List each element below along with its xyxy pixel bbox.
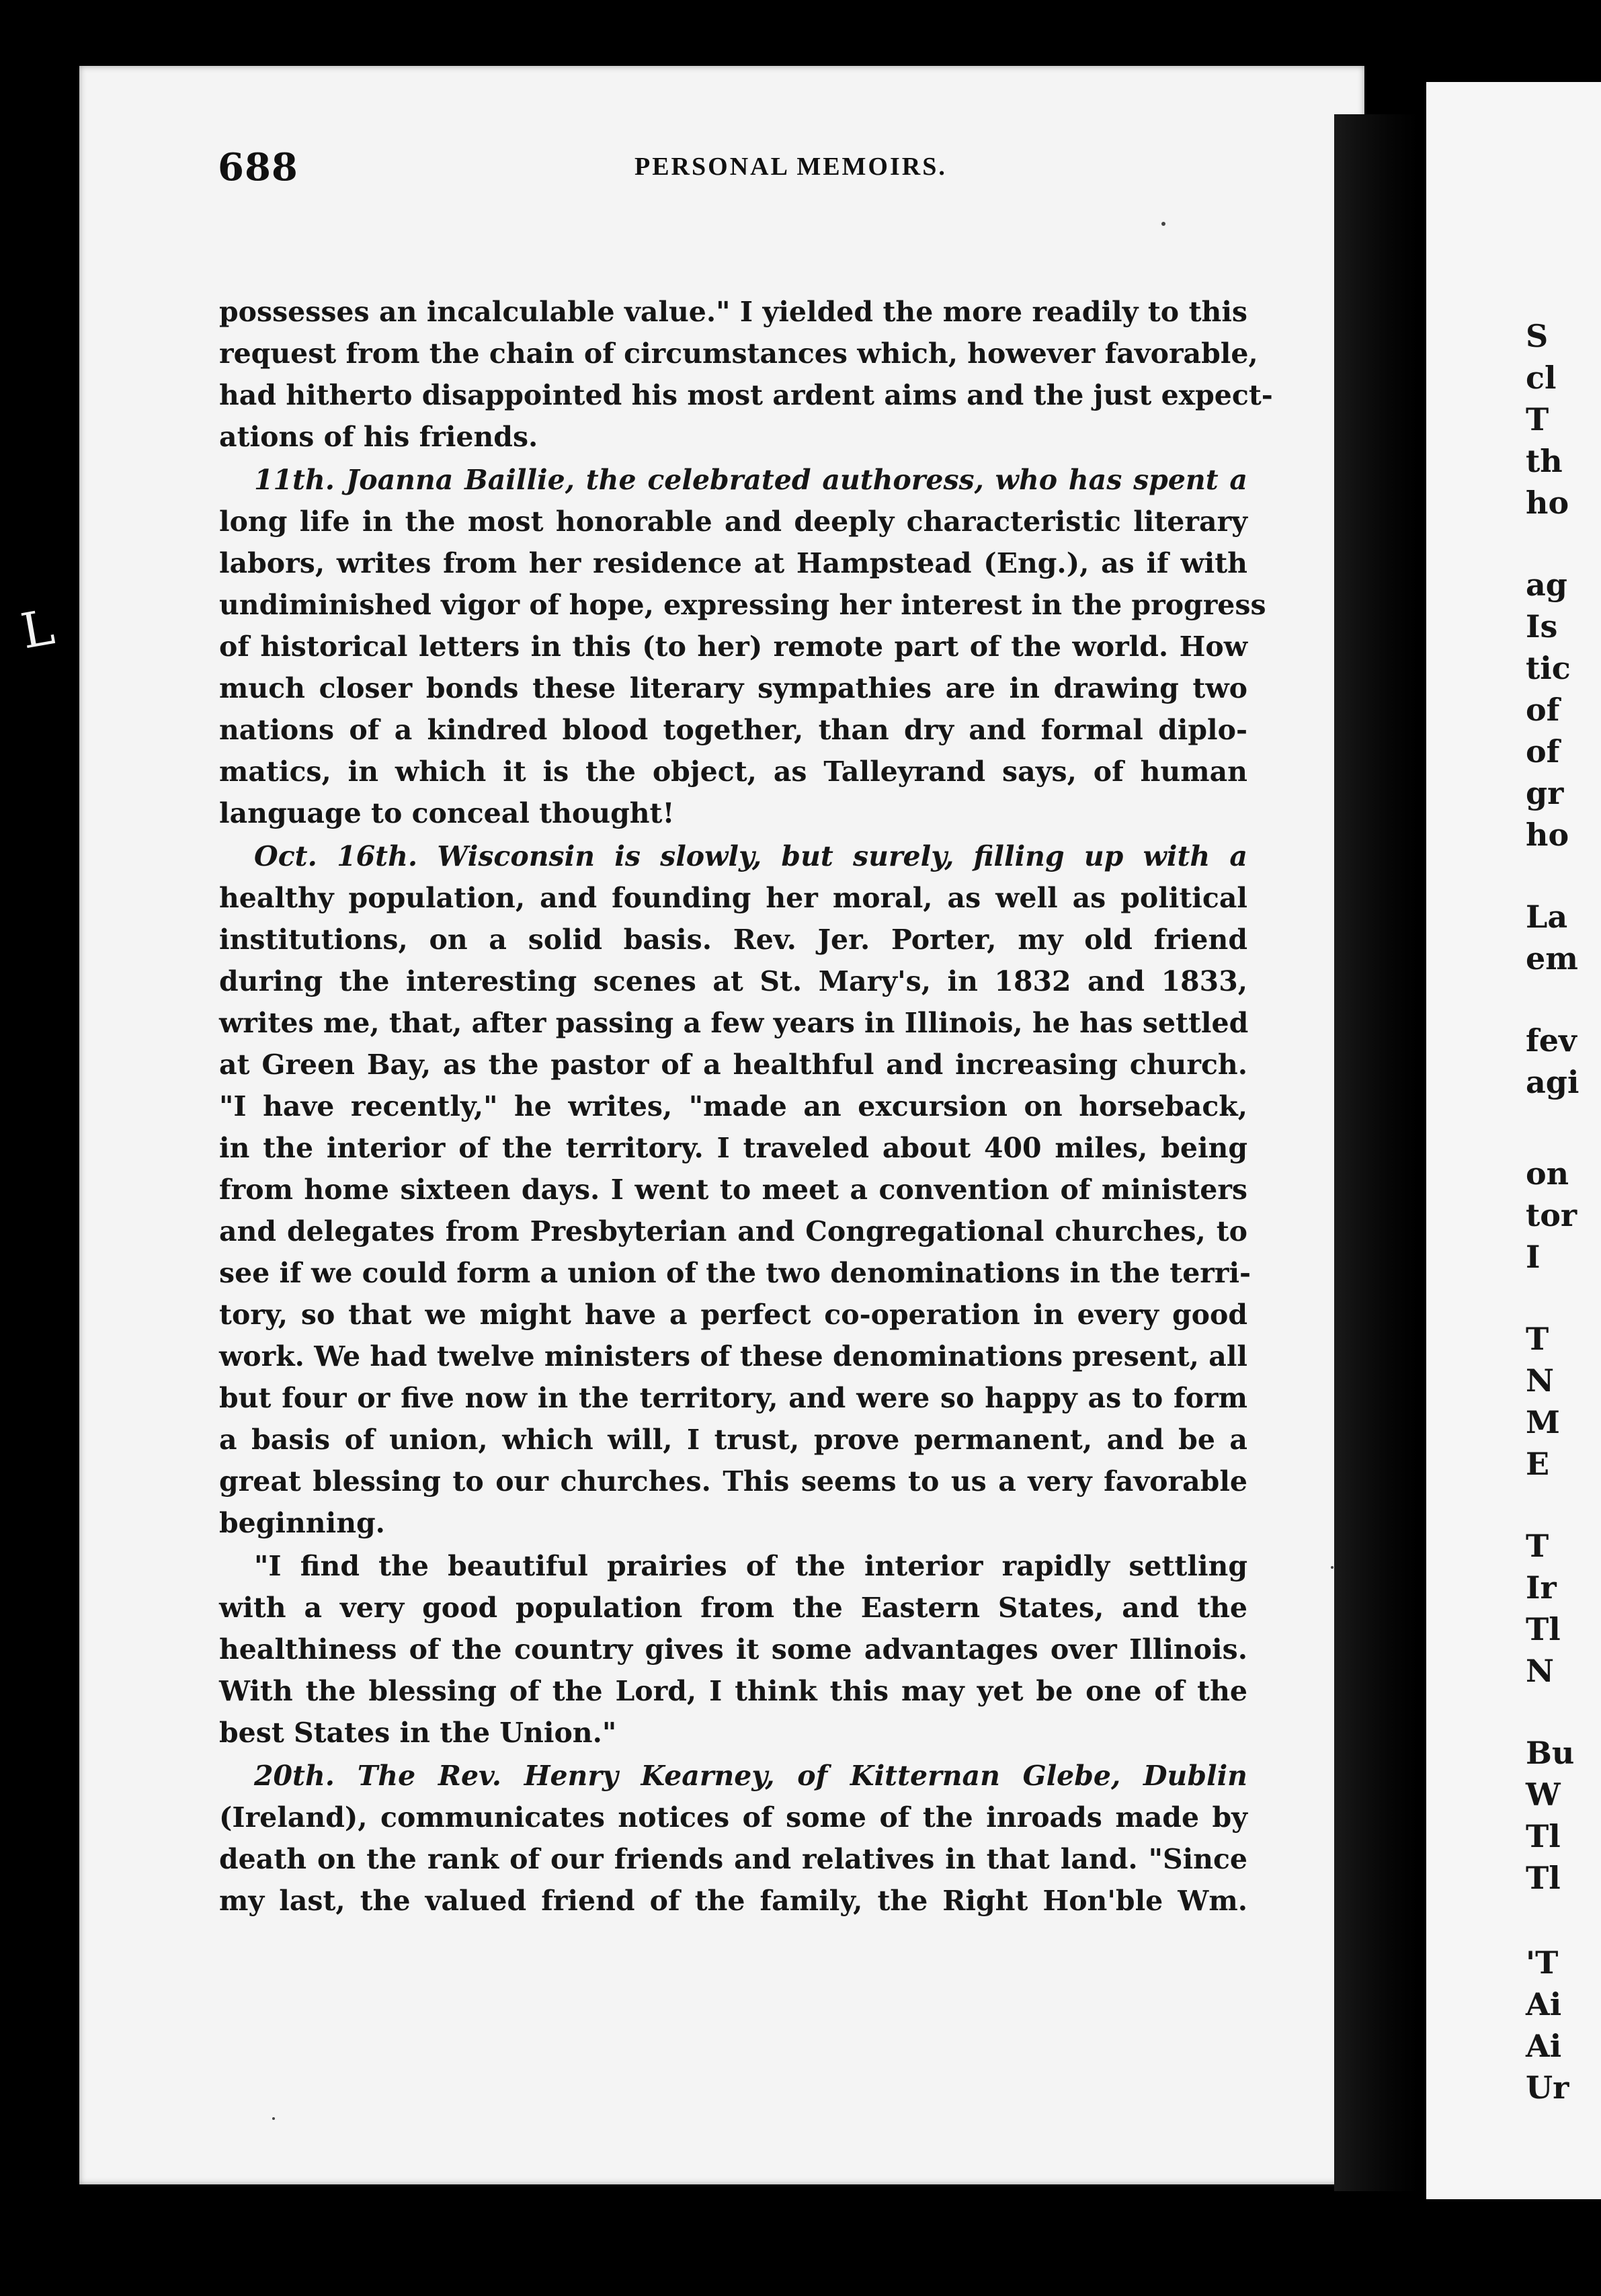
- right-page-fragment: Tl: [1526, 1611, 1561, 1647]
- right-page-fragment: M: [1526, 1404, 1560, 1440]
- right-page-fragment: tic: [1526, 650, 1571, 686]
- right-page-fragment: ho: [1526, 485, 1569, 521]
- text-line: ations of his friends.: [219, 421, 538, 453]
- text-line: labors, writes from her residence at Hampstead (Eng.), as if with: [219, 547, 1247, 579]
- right-page-fragment: Tl: [1526, 1860, 1561, 1896]
- right-page-fragment: W: [1526, 1776, 1561, 1813]
- text-line: see if we could form a union of the two denominations in the terri-: [219, 1257, 1251, 1289]
- right-page-fragment: T: [1526, 1321, 1549, 1357]
- text-line: a basis of union, which will, I trust, prove permanent, and be a: [219, 1424, 1247, 1456]
- text-line: great blessing to our churches. This seems to us a very favorable: [219, 1465, 1247, 1498]
- right-page-fragment: Tl: [1526, 1818, 1561, 1854]
- text-line: during the interesting scenes at St. Mary's, in 1832 and 1833,: [219, 965, 1247, 997]
- right-page-fragment: gr: [1526, 775, 1564, 811]
- text-line: institutions, on a solid basis. Rev. Jer. Porter, my old friend: [219, 924, 1247, 956]
- right-page-fragment: S: [1526, 318, 1549, 354]
- right-page-fragment: ag: [1526, 567, 1567, 603]
- right-page-fragment: of: [1526, 733, 1560, 770]
- right-page-fragment: tor: [1526, 1197, 1577, 1233]
- right-page-fragment: 'T: [1526, 1944, 1559, 1981]
- text-line: beginning.: [219, 1507, 385, 1539]
- text-line: with a very good population from the Eastern States, and the: [219, 1592, 1247, 1624]
- text-line: of historical letters in this (to her) remote part of the world. How: [219, 630, 1247, 663]
- right-page-fragment: Ai: [1526, 2028, 1562, 2064]
- right-page-fragment: cl: [1526, 360, 1557, 396]
- right-page-fragment: agi: [1526, 1064, 1579, 1100]
- text-line: "I have recently," he writes, "made an excursion on horseback,: [219, 1090, 1247, 1122]
- text-line: best States in the Union.": [219, 1717, 617, 1749]
- text-line: work. We had twelve ministers of these denominations present, all: [219, 1340, 1247, 1372]
- page-header: [218, 145, 1260, 204]
- page-number: 688: [218, 145, 298, 190]
- left-margin-mark: L: [17, 598, 58, 660]
- text-line: had hitherto disappointed his most ardent aims and the just expect-: [219, 379, 1273, 411]
- right-page-fragment: La: [1526, 899, 1568, 935]
- right-page-fragment: on: [1526, 1155, 1569, 1192]
- text-line: nations of a kindred blood together, than dry and formal diplo-: [219, 714, 1247, 746]
- text-line: (Ireland), communicates notices of some of the inroads made by: [219, 1801, 1247, 1834]
- speck-mark: [1331, 1566, 1333, 1569]
- text-line: death on the rank of our friends and relatives in that land. "Since: [219, 1843, 1247, 1875]
- right-page-fragment: Bu: [1526, 1735, 1575, 1771]
- text-line: healthiness of the country gives it some advantages over Illinois.: [219, 1633, 1247, 1666]
- right-page-fragment: Is: [1526, 608, 1558, 645]
- speck-mark: [1161, 222, 1165, 226]
- text-line: long life in the most honorable and deeply characteristic literary: [219, 505, 1247, 538]
- running-head: PERSONAL MEMOIRS.: [634, 153, 947, 181]
- right-page-fragment: N: [1526, 1653, 1555, 1689]
- text-line: much closer bonds these literary sympathies are in drawing two: [219, 672, 1247, 704]
- text-line: from home sixteen days. I went to meet a convention of ministers: [219, 1174, 1247, 1206]
- right-page-fragment: Ai: [1526, 1986, 1562, 2022]
- text-line: Oct. 16th. Wisconsin is slowly, but surely, filling up with a: [254, 840, 1247, 872]
- text-line: With the blessing of the Lord, I think this may yet be one of the: [219, 1675, 1247, 1707]
- right-page-fragment: Ir: [1526, 1569, 1557, 1606]
- text-line: language to conceal thought!: [219, 797, 675, 829]
- text-line: "I find the beautiful prairies of the interior rapidly settling: [254, 1550, 1247, 1582]
- right-page-fragment: T: [1526, 401, 1549, 438]
- right-page-fragment: of: [1526, 692, 1560, 728]
- speck-mark: [272, 2117, 275, 2120]
- text-line: and delegates from Presbyterian and Congregational churches, to: [219, 1215, 1247, 1247]
- text-line: in the interior of the territory. I traveled about 400 miles, being: [219, 1132, 1247, 1164]
- text-line: 11th. Joanna Baillie, the celebrated authoress, who has spent a: [254, 464, 1247, 496]
- text-line: possesses an incalculable value." I yielded the more readily to this: [219, 296, 1247, 328]
- right-page-fragment: fev: [1526, 1022, 1577, 1059]
- right-page-edge: [1426, 82, 1601, 2199]
- text-line: undiminished vigor of hope, expressing her interest in the progress: [219, 589, 1266, 621]
- text-line: matics, in which it is the object, as Talleyrand says, of human: [219, 755, 1247, 788]
- text-line: but four or five now in the territory, and were so happy as to form: [219, 1382, 1247, 1414]
- right-page-fragment: N: [1526, 1362, 1555, 1399]
- right-page-fragment: T: [1526, 1528, 1549, 1564]
- text-line: tory, so that we might have a perfect co-operation in every good: [219, 1299, 1247, 1331]
- text-line: my last, the valued friend of the family, the Right Hon'ble Wm.: [219, 1885, 1247, 1917]
- right-page-fragment: ho: [1526, 817, 1569, 853]
- right-page-fragment: Ur: [1526, 2069, 1569, 2106]
- text-line: request from the chain of circumstances which, however favorable,: [219, 337, 1258, 370]
- text-line: 20th. The Rev. Henry Kearney, of Kitternan Glebe, Dublin: [254, 1760, 1247, 1792]
- right-page-fragment: th: [1526, 443, 1563, 479]
- text-line: writes me, that, after passing a few years in Illinois, he has settled: [219, 1007, 1249, 1039]
- right-page-fragment: I: [1526, 1239, 1541, 1275]
- text-line: healthy population, and founding her moral, as well as political: [219, 882, 1247, 914]
- right-page-fragment: E: [1526, 1446, 1550, 1482]
- right-page-fragment: em: [1526, 940, 1578, 977]
- text-line: at Green Bay, as the pastor of a healthful and increasing church.: [219, 1049, 1247, 1081]
